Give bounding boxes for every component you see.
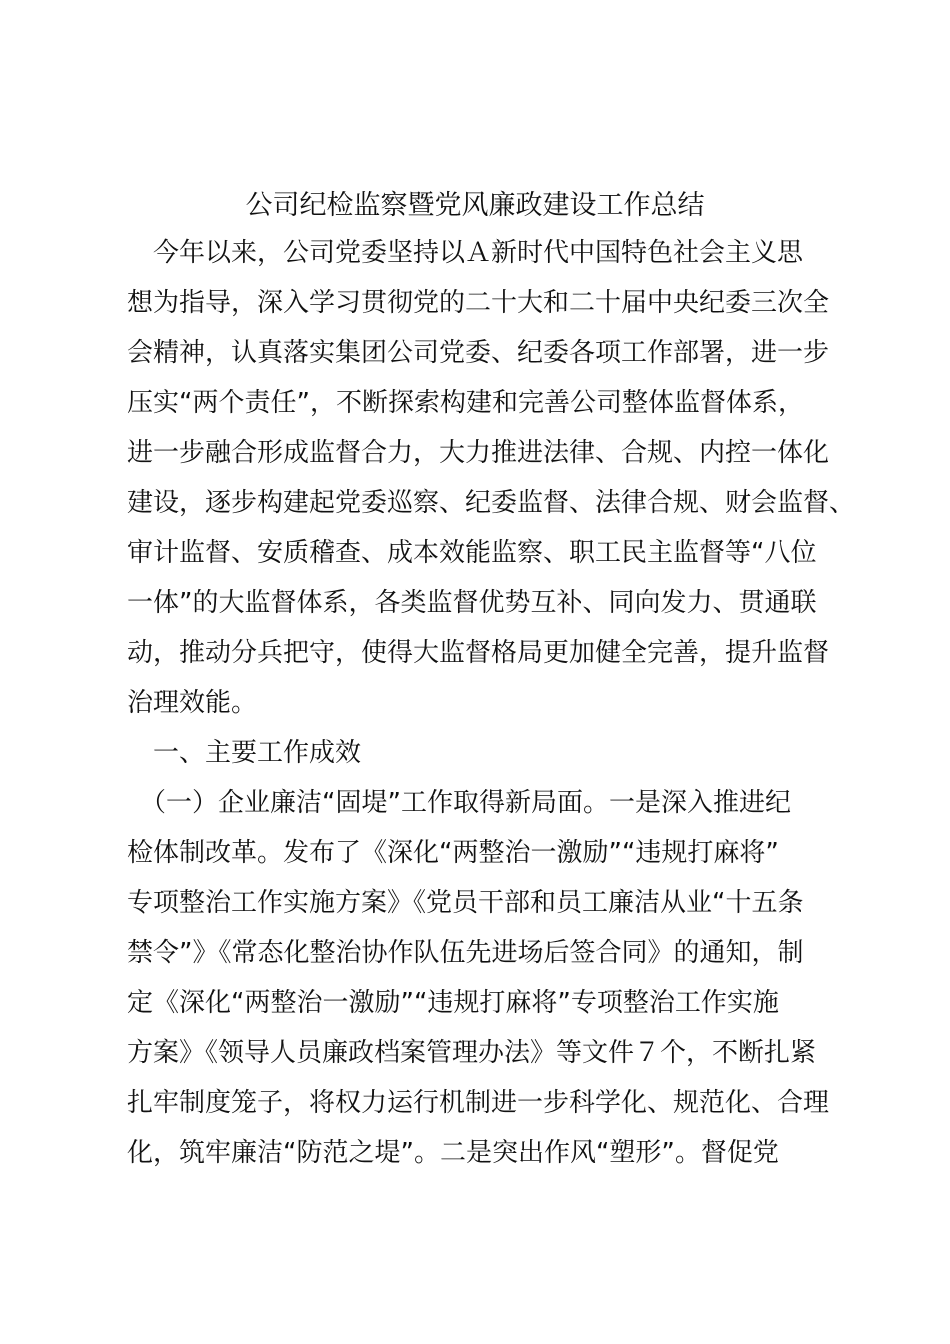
text-line: 禁令”》《常态化整治协作队伍先进场后签合同》的通知，制 <box>127 938 804 968</box>
text-line: 进一步融合形成监督合力，大力推进法律、合规、内控一体化 <box>127 438 830 468</box>
text-line: 治理效能。 <box>127 688 258 718</box>
text-line: 会精神，认真落实集团公司党委、纪委各项工作部署，进一步 <box>127 338 830 368</box>
text-line: 建设，逐步构建起党委巡察、纪委监督、法律合规、财会监督、 <box>127 488 856 518</box>
text-line: （一）企业廉洁“固堤”工作取得新局面。一是深入推进纪 <box>127 788 791 818</box>
text-line: 化，筑牢廉洁“防范之堤”。二是突出作风“塑形”。督促党 <box>127 1138 779 1168</box>
text-line: 扎牢制度笼子，将权力运行机制进一步科学化、规范化、合理 <box>127 1088 830 1118</box>
text-line: 想为指导，深入学习贯彻党的二十大和二十届中央纪委三次全 <box>127 288 830 318</box>
text-line: 专项整治工作实施方案》《党员干部和员工廉洁从业“十五条 <box>127 888 804 918</box>
text-line: 方案》《领导人员廉政档案管理办法》等文件７个，不断扎紧 <box>127 1038 817 1068</box>
text-line: 定《深化“两整治一激励”“违规打麻将”专项整治工作实施 <box>127 988 779 1018</box>
section-heading: 一、主要工作成效 <box>127 738 362 768</box>
text-line: 检体制改革。发布了《深化“两整治一激励”“违规打麻将” <box>127 838 779 868</box>
text-line: 今年以来，公司党委坚持以Ａ新时代中国特色社会主义思 <box>127 238 804 268</box>
text-line: 动，推动分兵把守，使得大监督格局更加健全完善，提升监督 <box>127 638 830 668</box>
text-line: 审计监督、安质稽查、成本效能监察、职工民主监督等“八位 <box>127 538 817 568</box>
text-line: 压实“两个责任”，不断探索构建和完善公司整体监督体系， <box>127 388 804 418</box>
text-line: 一体”的大监督体系，各类监督优势互补、同向发力、贯通联 <box>127 588 817 618</box>
document-title: 公司纪检监察暨党风廉政建设工作总结 <box>245 190 705 221</box>
